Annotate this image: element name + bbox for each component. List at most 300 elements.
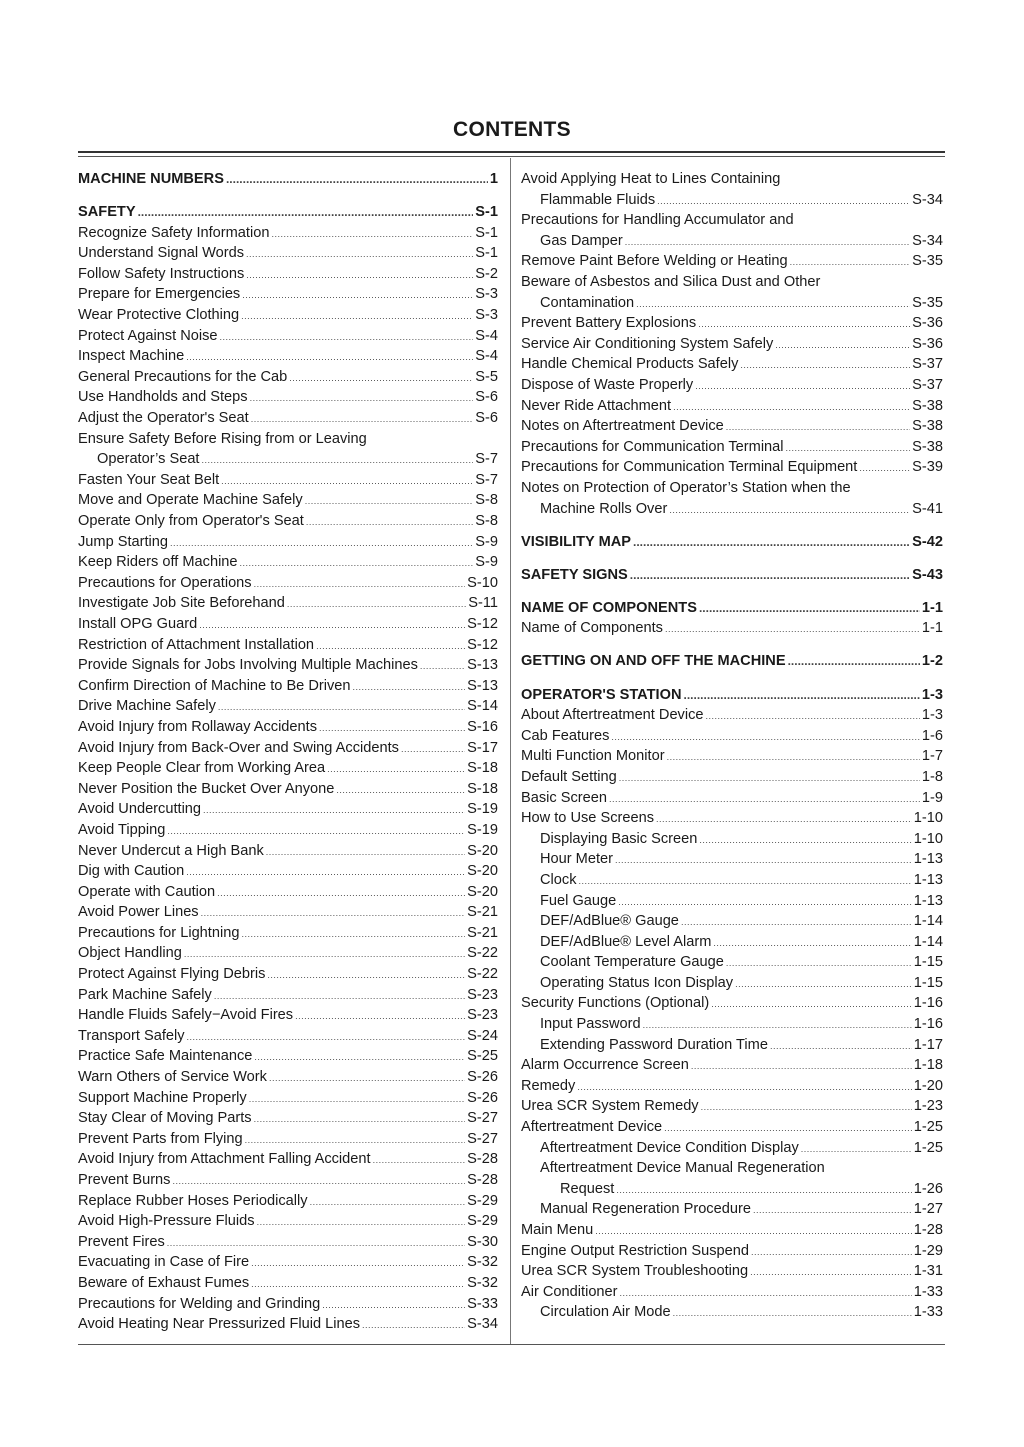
dot-leader [669,500,910,521]
toc-entry-label: Precautions for Communication Terminal Equipment [521,459,858,476]
toc-entry-label: Operate Only from Operator's Seat [78,513,304,529]
dot-leader [691,1056,912,1077]
toc-entry-label: Dispose of Waste Properly [521,376,694,393]
toc-entry-label: Request [560,1180,615,1197]
toc-page-number: 1-27 [913,1201,943,1218]
toc-entry[interactable] [78,614,498,635]
toc-entry[interactable] [78,676,498,697]
toc-entry[interactable] [78,1108,498,1129]
toc-entry-label: Precautions for Lightning [78,924,240,941]
toc-page-number: S-1 [475,204,498,221]
toc-page-number: 1-14 [913,933,943,950]
toc-entry-label: Handle Fluids Safely−Avoid Fires [78,1007,294,1024]
toc-entry-label: Gas Damper [540,232,623,249]
dot-leader [327,759,465,780]
toc-entry[interactable] [521,705,943,726]
toc-entry[interactable] [78,1005,498,1026]
dot-leader [579,871,912,892]
toc-page-number: S-22 [467,945,498,962]
dot-leader [701,1097,912,1118]
toc-entry[interactable] [521,1179,943,1200]
toc-entry-label: Never Ride Attachment [521,397,672,414]
toc-section-heading[interactable] [78,169,498,190]
toc-entry[interactable] [78,1191,498,1212]
toc-page-number: 1-25 [913,1119,943,1136]
dot-leader [254,1109,466,1130]
dot-leader [620,1283,912,1304]
toc-entry-label: Input Password [540,1016,641,1033]
dot-leader [753,1200,912,1221]
toc-page-number: 1 [489,171,498,187]
toc-entry-label: Transport Safely [78,1027,185,1044]
toc-entry[interactable] [521,1014,943,1035]
toc-page-number: 1-9 [921,789,943,806]
toc-page-number: S-27 [467,1130,498,1147]
dot-leader [218,697,465,718]
toc-entry-label: Clock [540,871,577,888]
dot-leader [664,1118,912,1139]
toc-page-number: S-7 [475,451,498,468]
dot-leader [245,1130,466,1151]
toc-page-number: S-39 [912,459,943,476]
toc-page-number: S-35 [912,253,943,270]
toc-entry[interactable] [78,449,498,470]
toc-entry-label: How to Use Screens [521,810,655,827]
toc-entry[interactable] [78,408,498,429]
toc-page-number: S-3 [475,286,498,303]
dot-leader [226,169,488,190]
toc-entry[interactable] [78,779,498,800]
toc-page-number: S-25 [467,1048,498,1065]
toc-entry[interactable] [521,1282,943,1303]
toc-page-number: S-11 [468,595,498,612]
toc-entry[interactable] [78,1026,498,1047]
toc-entry-label: Engine Output Restriction Suspend [521,1242,749,1259]
dot-leader [625,232,910,253]
toc-entry[interactable] [521,1096,943,1117]
toc-entry[interactable] [78,985,498,1006]
section-gap [78,190,498,203]
toc-entry-label: Fuel Gauge [540,892,617,909]
toc-page-number: S-14 [467,698,498,715]
dot-leader [726,953,912,974]
toc-entry[interactable] [78,1170,498,1191]
toc-page-number: 1-20 [913,1077,943,1094]
toc-entry[interactable] [78,532,498,553]
toc-entry[interactable] [521,808,943,829]
toc-entry[interactable] [521,746,943,767]
dot-leader [619,768,920,789]
toc-entry[interactable] [78,367,498,388]
toc-entry[interactable] [521,1035,943,1056]
toc-entry-label: Follow Safety Instructions [78,265,245,282]
toc-page-number: S-19 [467,801,498,818]
toc-entry[interactable] [521,1302,943,1323]
dot-leader [246,265,473,286]
toc-page-number: S-17 [467,739,498,756]
toc-entry[interactable] [521,1241,943,1262]
toc-page-number: S-29 [467,1213,498,1230]
toc-entry[interactable] [521,849,943,870]
toc-entry[interactable] [78,573,498,594]
toc-entry-label: Avoid Tipping [78,821,166,838]
toc-section-heading[interactable] [521,565,943,586]
toc-entry[interactable] [521,1138,943,1159]
section-gap [521,552,943,565]
toc-page-number: S-8 [475,513,498,529]
toc-entry[interactable] [78,284,498,305]
toc-entry[interactable] [521,788,943,809]
toc-page-number: S-26 [467,1069,498,1086]
toc-page-number: 1-33 [913,1283,943,1300]
toc-entry-continued[interactable]: Beware of Asbestos and Silica Dust and Other [521,273,821,290]
dot-leader [750,1262,912,1283]
toc-entry[interactable] [78,326,498,347]
dot-leader [667,747,920,768]
toc-section-heading[interactable] [521,651,943,672]
toc-entry[interactable] [521,618,943,639]
toc-entry[interactable] [521,993,943,1014]
toc-entry-label: Contamination [540,294,635,311]
toc-entry[interactable] [78,223,498,244]
toc-right-column [521,169,943,1323]
toc-page-number: 1-31 [913,1263,943,1280]
toc-entry-label: Protect Against Flying Debris [78,966,266,983]
dot-leader [170,533,473,554]
toc-page-number: S-12 [467,615,498,632]
toc-entry-continued[interactable]: Aftertreatment Device Manual Regeneration [540,1160,825,1177]
toc-entry[interactable] [521,767,943,788]
toc-page-number: 1-10 [913,810,943,827]
toc-page-number: 1-28 [913,1222,943,1238]
toc-entry[interactable] [78,1088,498,1109]
toc-entry[interactable] [521,231,943,252]
toc-page-number: S-42 [912,533,943,550]
toc-page-number: S-20 [467,863,498,880]
toc-entry[interactable] [78,1129,498,1150]
toc-entry-label: Move and Operate Machine Safely [78,492,303,509]
toc-entry[interactable] [521,1055,943,1076]
dot-leader [251,1274,465,1295]
dot-leader [199,615,465,636]
toc-section-heading[interactable] [521,532,943,553]
dot-leader [172,1171,465,1192]
toc-entry-label: Recognize Safety Information [78,224,270,241]
toc-entry-label: SAFETY [78,204,136,221]
toc-page-number: S-2 [475,265,498,282]
toc-entry[interactable] [78,470,498,491]
toc-entry[interactable] [78,635,498,656]
toc-entry[interactable] [78,1252,498,1273]
toc-entry[interactable] [521,437,943,458]
toc-entry-label: Stay Clear of Moving Parts [78,1110,252,1127]
dot-leader [250,388,474,409]
toc-entry[interactable] [521,190,943,211]
toc-entry-label: Operator’s Seat [97,451,200,468]
toc-entry[interactable] [521,1117,943,1138]
dot-leader [595,1221,912,1242]
dot-leader [251,409,474,430]
toc-entry[interactable] [78,1067,498,1088]
toc-entry[interactable] [78,1314,498,1335]
toc-entry[interactable] [521,334,943,355]
toc-entry[interactable] [521,293,943,314]
toc-entry[interactable] [521,726,943,747]
toc-entry-label: Cab Features [521,727,610,744]
dot-leader [735,974,912,995]
toc-page-number: S-8 [475,492,498,509]
dot-leader [316,636,465,657]
toc-page-number: S-13 [467,657,498,674]
toc-entry[interactable] [78,593,498,614]
toc-entry[interactable] [78,1232,498,1253]
toc-entry-label: Avoid Injury from Attachment Falling Accident [78,1151,371,1168]
toc-entry-label: Precautions for Communication Terminal [521,438,784,455]
toc-page-number: 1-16 [913,1016,943,1033]
toc-page-number: S-5 [475,368,498,385]
dot-leader [201,903,466,924]
dot-leader [615,850,912,871]
toc-entry[interactable] [521,499,943,520]
toc-entry[interactable] [521,1261,943,1282]
toc-entry[interactable] [521,375,943,396]
dot-leader [167,821,465,842]
toc-entry[interactable] [78,1046,498,1067]
toc-entry[interactable] [521,251,943,272]
toc-entry[interactable] [78,1211,498,1232]
toc-entry-label: Avoid Injury from Back-Over and Swing Accidents [78,739,399,756]
top-rule [78,151,945,153]
toc-entry[interactable] [78,552,498,573]
toc-entry[interactable] [78,902,498,923]
toc-entry[interactable] [78,305,498,326]
toc-entry[interactable] [521,952,943,973]
dot-leader [695,376,910,397]
toc-entry-label: Warn Others of Service Work [78,1069,267,1086]
toc-page-number: S-34 [912,191,943,208]
dot-leader [618,892,912,913]
toc-entry[interactable] [521,354,943,375]
toc-entry-label: SAFETY SIGNS [521,566,628,583]
dot-leader [609,789,920,810]
dot-leader [775,335,910,356]
dot-leader [699,830,911,851]
toc-entry[interactable] [521,870,943,891]
dot-leader [665,619,920,640]
toc-entry[interactable] [521,932,943,953]
toc-page-number: S-6 [475,389,498,406]
dot-leader [246,244,473,265]
toc-entry[interactable] [521,457,943,478]
dot-leader [289,368,473,389]
dot-leader [657,191,910,212]
toc-entry[interactable] [521,911,943,932]
toc-page-number: 1-29 [913,1242,943,1259]
toc-entry[interactable] [78,1294,498,1315]
toc-entry-label: Park Machine Safely [78,986,212,1003]
toc-entry-label: Prepare for Emergencies [78,286,241,303]
toc-entry-label: Aftertreatment Device [521,1119,663,1136]
toc-entry-label: Extending Password Duration Time [540,1036,768,1053]
toc-entry[interactable] [78,861,498,882]
dot-leader [420,656,465,677]
dot-leader [184,944,465,965]
toc-entry-label: Dig with Caution [78,863,185,880]
dot-leader [698,314,910,335]
toc-page-number: S-4 [475,348,498,365]
dot-leader [295,1006,465,1027]
dot-leader [242,285,473,306]
toc-entry-label: Support Machine Properly [78,1089,247,1106]
dot-leader [217,883,465,904]
toc-page-number: 1-10 [913,830,943,847]
toc-entry-label: Notes on Aftertreatment Device [521,418,724,435]
dot-leader [577,1077,911,1098]
toc-entry[interactable] [521,416,943,437]
toc-entry[interactable] [78,1149,498,1170]
toc-entry-label: Avoid Power Lines [78,904,199,921]
toc-left-column [78,169,498,1335]
dot-leader [673,1303,912,1324]
toc-page-number: S-23 [467,986,498,1003]
toc-page-number: S-27 [467,1110,498,1127]
toc-page-number: 1-14 [913,913,943,930]
toc-entry[interactable] [78,820,498,841]
toc-page-number: S-3 [475,307,498,324]
toc-page-number: S-9 [475,533,498,550]
dot-leader [319,718,465,739]
toc-entry-label: Wear Protective Clothing [78,307,240,324]
toc-section-heading[interactable] [78,202,498,223]
dot-leader [633,532,910,553]
toc-entry[interactable] [521,973,943,994]
toc-page-number: S-12 [467,636,498,653]
toc-entry[interactable] [78,387,498,408]
toc-page-number: S-38 [912,418,943,435]
dot-leader [306,512,473,533]
dot-leader [706,706,920,727]
toc-page-number: S-7 [475,471,498,488]
toc-entry[interactable] [78,738,498,759]
toc-entry[interactable] [521,829,943,850]
dot-leader [271,224,473,245]
dot-leader [214,986,465,1007]
toc-entry[interactable] [521,313,943,334]
toc-entry-label: Keep People Clear from Working Area [78,760,326,777]
toc-page-number: S-36 [912,335,943,352]
toc-entry[interactable] [78,882,498,903]
toc-entry-label: Drive Machine Safely [78,698,216,715]
toc-entry[interactable] [78,264,498,285]
toc-entry[interactable] [78,923,498,944]
toc-page-number: 1-13 [913,892,943,909]
toc-entry-label: Alarm Occurrence Screen [521,1057,689,1074]
toc-entry-label: NAME OF COMPONENTS [521,599,697,616]
toc-entry[interactable] [78,717,498,738]
toc-entry[interactable] [78,1273,498,1294]
toc-entry-label: About Aftertreatment Device [521,707,704,724]
section-gap [521,639,943,652]
toc-page-number: S-19 [467,821,498,838]
toc-page-number: 1-6 [921,727,943,744]
toc-entry[interactable] [78,490,498,511]
toc-page-number: S-37 [912,376,943,393]
toc-section-heading[interactable] [521,598,943,619]
toc-entry[interactable] [78,964,498,985]
toc-section-heading[interactable] [521,685,943,706]
toc-entry-label: Restriction of Attachment Installation [78,636,315,653]
dot-leader [770,1036,912,1057]
toc-entry[interactable] [521,1220,943,1241]
toc-entry-label: Fasten Your Seat Belt [78,471,220,488]
dot-leader [287,594,466,615]
toc-page-number: S-28 [467,1172,498,1188]
toc-entry-label: Precautions for Operations [78,574,252,591]
toc-entry-continued[interactable]: Precautions for Handling Accumulator and [521,212,794,229]
toc-entry[interactable] [78,655,498,676]
toc-entry[interactable] [78,799,498,820]
dot-leader [138,202,474,223]
dot-leader [786,438,911,459]
toc-entry[interactable] [78,243,498,264]
toc-entry-continued[interactable]: Ensure Safety Before Rising from or Leaving [78,430,367,447]
toc-entry[interactable] [78,696,498,717]
toc-entry[interactable] [521,396,943,417]
dot-leader [726,417,910,438]
dot-leader [240,553,474,574]
toc-page-number: S-16 [467,718,498,735]
toc-entry[interactable] [521,1076,943,1097]
toc-entry[interactable] [78,346,498,367]
toc-page-number: S-10 [467,574,498,591]
toc-page-number: S-36 [912,315,943,332]
toc-entry-label: Basic Screen [521,789,607,806]
toc-page-number: S-30 [467,1233,498,1250]
toc-entry-label: Circulation Air Mode [540,1304,671,1321]
toc-page-number: S-20 [467,883,498,900]
toc-page-number: 1-3 [921,686,943,703]
toc-entry[interactable] [78,943,498,964]
dot-leader [751,1242,912,1263]
toc-entry-label: Use Handholds and Steps [78,389,248,406]
toc-entry-label: Precautions for Welding and Grinding [78,1295,321,1312]
toc-page-number: 1-18 [913,1057,943,1074]
section-gap [521,519,943,532]
toc-entry-label: Keep Riders off Machine [78,554,238,571]
dot-leader [713,933,911,954]
toc-entry[interactable] [78,841,498,862]
toc-entry-label: Avoid Injury from Rollaway Accidents [78,718,318,735]
toc-entry[interactable] [521,1199,943,1220]
toc-entry[interactable] [78,511,498,532]
toc-page-number: S-24 [467,1027,498,1044]
toc-entry-continued[interactable]: Avoid Applying Heat to Lines Containing [521,171,781,187]
dot-leader [251,1253,465,1274]
toc-page-number: 1-1 [921,620,943,637]
toc-entry-label: GETTING ON AND OFF THE MACHINE [521,653,786,670]
toc-entry-label: Main Menu [521,1222,594,1238]
toc-entry-continued[interactable]: Notes on Protection of Operator’s Station when the [521,479,851,496]
toc-entry[interactable] [78,758,498,779]
toc-entry-label: Default Setting [521,768,617,785]
toc-page-number: 1-13 [913,871,943,888]
toc-entry[interactable] [521,891,943,912]
toc-page-number: S-28 [467,1151,498,1168]
toc-page-number: 1-26 [913,1180,943,1197]
dot-leader [310,1192,466,1213]
toc-entry-label: Urea SCR System Remedy [521,1098,699,1115]
dot-leader [187,1027,466,1048]
